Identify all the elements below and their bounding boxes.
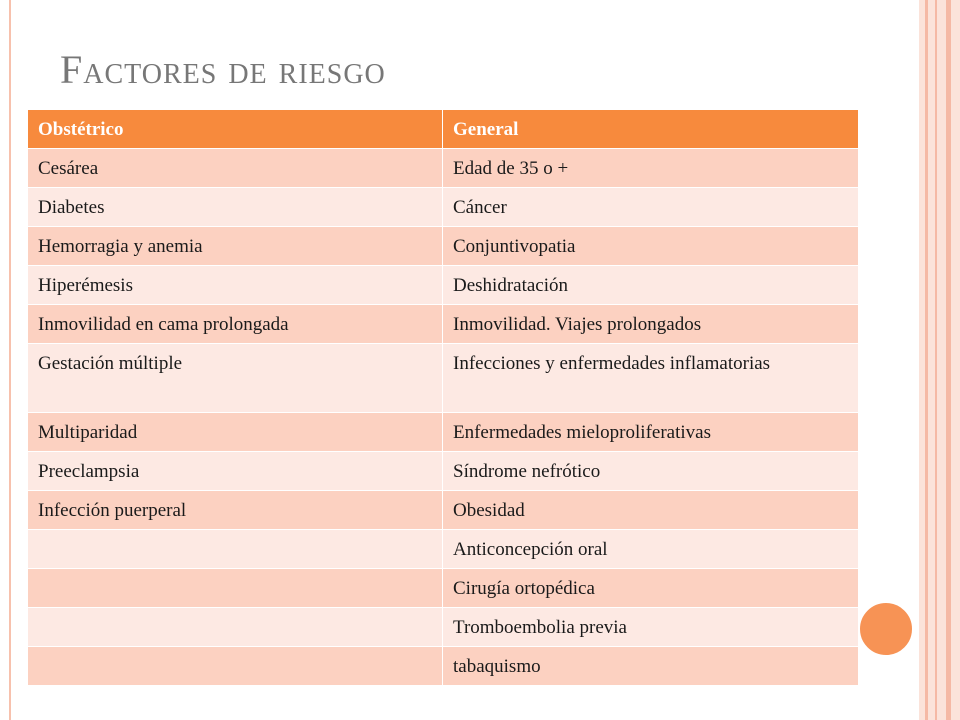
table-cell-general: Infecciones y enfermedades inflamatorias [443,344,859,413]
column-header-general: General [443,110,859,149]
table-cell-general: Enfermedades mieloproliferativas [443,413,859,452]
table-cell-general: Inmovilidad. Viajes prolongados [443,305,859,344]
risk-factors-table [27,109,859,686]
right-band-stripe [925,0,928,720]
table-cell-obstetric: Hemorragia y anemia [28,227,443,266]
table-cell-general: Edad de 35 o + [443,149,859,188]
table-row [28,227,859,266]
table-row [28,266,859,305]
table-cell-general: Síndrome nefrótico [443,452,859,491]
table-cell-obstetric: Inmovilidad en cama prolongada [28,305,443,344]
table-cell-obstetric [28,608,443,647]
table-row [28,452,859,491]
table-cell-general: Conjuntivopatia [443,227,859,266]
table-cell-obstetric [28,530,443,569]
table-row [28,647,859,686]
table-cell-general: tabaquismo [443,647,859,686]
table-row [28,530,859,569]
table-cell-general: Obesidad [443,491,859,530]
right-band-stripe [946,0,951,720]
table-cell-obstetric: Gestación múltiple [28,344,443,413]
right-band-stripe [935,0,937,720]
decorative-accent-circle [857,600,915,658]
slide-title: Factores de riesgo [60,47,386,92]
table-row [28,149,859,188]
table-row [28,188,859,227]
table-row [28,491,859,530]
right-decorative-band [919,0,960,720]
table-cell-obstetric: Hiperémesis [28,266,443,305]
table-cell-obstetric [28,569,443,608]
table-cell-obstetric [28,647,443,686]
table-row [28,569,859,608]
table-cell-general: Cirugía ortopédica [443,569,859,608]
table-row [28,305,859,344]
table-cell-obstetric: Infección puerperal [28,491,443,530]
table-cell-general: Cáncer [443,188,859,227]
table-cell-obstetric: Multiparidad [28,413,443,452]
left-border-line [9,0,11,720]
column-header-obstetric: Obstétrico [28,110,443,149]
table-row [28,413,859,452]
table-cell-general: Tromboembolia previa [443,608,859,647]
table-cell-obstetric: Diabetes [28,188,443,227]
table-header-row [28,110,859,149]
table-row [28,344,859,413]
table-row [28,608,859,647]
table-cell-general: Anticoncepción oral [443,530,859,569]
table-cell-general: Deshidratación [443,266,859,305]
table-cell-obstetric: Preeclampsia [28,452,443,491]
table-cell-obstetric: Cesárea [28,149,443,188]
